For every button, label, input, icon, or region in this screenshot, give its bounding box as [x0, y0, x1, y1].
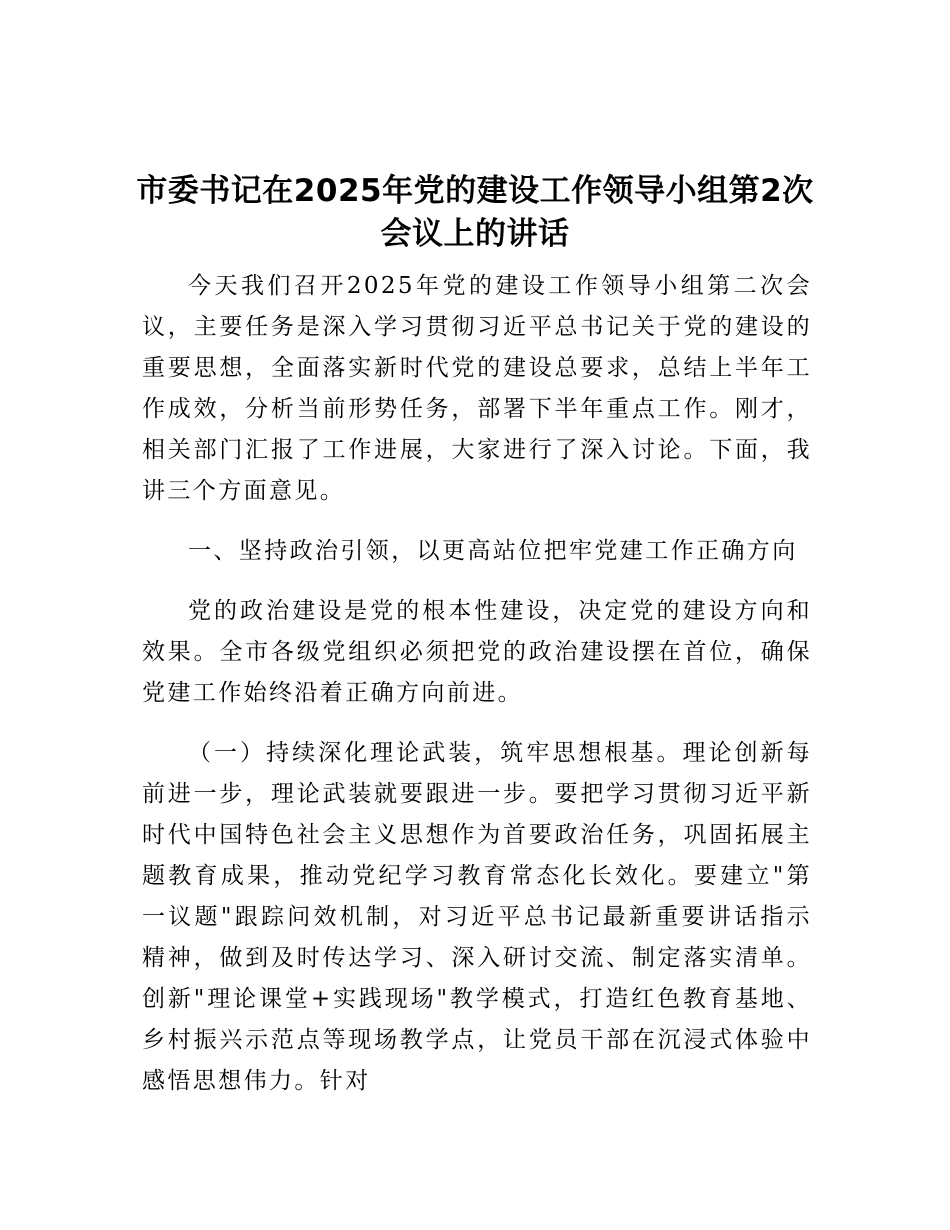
- section-heading-1: 一、坚持政治引领，以更高站位把牢党建工作正确方向: [188, 538, 798, 564]
- intro-paragraph: 今天我们召开2025年党的建设工作领导小组第二次会议，主要任务是深入学习贯彻习近平总书记关于党的建设的重要思想，全面落实新时代党的建设总要求，总结上半年工作成效，分析当前形势任务，部署下半年重点工作。刚才，相关部门汇报了工作进展，大家进行了深入讨论。下面，我讲三个方面意见。: [142, 273, 812, 504]
- document-body: [142, 266, 812, 1102]
- document-title: 市委书记在2025年党的建设工作领导小组第2次会议上的讲话: [136, 173, 814, 252]
- section-paragraph: 党的政治建设是党的根本性建设，决定党的建设方向和效果。全市各级党组织必须把党的政治建设摆在首位，确保党建工作始终沿着正确方向前进。: [142, 598, 812, 706]
- subsection-paragraph: （一）持续深化理论武装，筑牢思想根基。理论创新每前进一步，理论武装就要跟进一步。要把学习贯彻习近平新时代中国特色社会主义思想作为首要政治任务，巩固拓展主题教育成果，推动党纪学习教育常态化长效化。要建立"第一议题"跟踪问效机制，对习近平总书记最新重要讲话指示精神，做到及时传达学习、深入研讨交流、制定落实清单。创新"理论课堂+实践现场"教学模式，打造红色教育基地、乡村振兴示范点等现场教学点，让党员干部在沉浸式体验中感悟思想伟力。针对: [142, 740, 812, 1094]
